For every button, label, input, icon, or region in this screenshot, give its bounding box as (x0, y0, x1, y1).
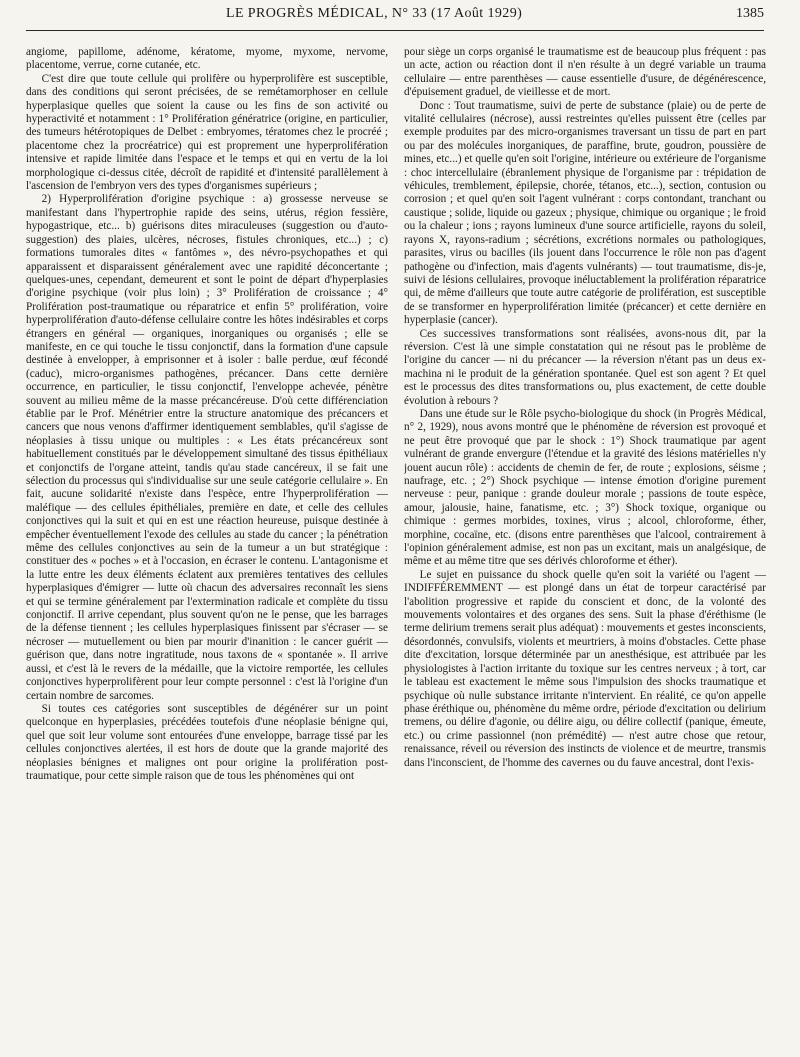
running-header (26, 0, 764, 31)
journal-title: LE PROGRÈS MÉDICAL, N° 33 (17 Août 1929) (226, 6, 523, 21)
paragraph: Donc : Tout traumatisme, suivi de perte de substance (plaie) ou de perte de vitalité cellulaires (nécrose), aussi restreintes qu'elles puissent être (celles par exemple produites par des micro-organismes traversant un tissu de part en part ou par des molécules inorganiques, de paraffine, brute, goudron, poussière de mines, etc...) et quelle qu'en soit l'origine, intérieure ou extérieure de l'organisme : choc intercellulaire (ébranlement physique de l'organisme par : trépidation de véhicules, tremblement, épilepsie, chorée, tétanos, etc...), section, contusion ou corrosion ; et quel qu'en soit l'agent vulnérant : corps contondant, tranchant ou caustique ; solide, liquide ou gazeux ; physique, chimique ou organique ; le froid ou la chaleur ; ions ; rayons lumineux d'une source artificielle, rayons du soleil, rayons X, rayons-radium ; sécrétions, excrétions normales ou pathologiques, parasites, virus ou bacilles (ils jouent dans l'occurrence le rôle non pas d'agent pathogène ou d'infection, mais d'agents vulnérants) — tout traumatisme, dis-je, suivi de lésions cellulaires, provoque inéluctablement la prolifération réparatrice qui, de même d'ailleurs que toute autre catégorie de prolifération, est susceptible de se transformer en hyperprolifération limitée (précancer) et cette dernière en hyperplasie (cancer). (404, 99, 766, 327)
paragraph: Dans une étude sur le Rôle psycho-biologique du shock (in Progrès Médical, n° 2, 1929), nous avons montré que le phénomène de réversion est provoqué et ne peut être provoqué que par le shock : 1°) Shock traumatique par agent vulnérant de grande envergure (l'étendue et la gravité des lésions matérielles n'y jouent aucun rôle) : accidents de chemin de fer, de route ; explosions, séisme ; naufrage, etc. ; 2°) Shock psychique — intense émotion d'origine purement nerveuse : peur, panique : grande douleur morale ; passions de toute espèce, amour, jalousie, haine, fanatisme, etc. ; 3°) Shock toxique, organique ou chimique : germes morbides, toxines, virus ; alcool, chloroforme, éther, morphine, cocaïne, etc. (disons entre parenthèses que l'alcool, contrairement à l'opinion généralement admise, est non pas un excitant, mais un analgésique, de même et au même titre que ses dérivés chloroforme et éther). (404, 407, 766, 568)
paragraph: pour siège un corps organisé le traumatisme est de beaucoup plus fréquent : pas un acte, action ou réaction dont il n'en résulte à un degré variable un trauma cellulaire — entre parenthèses — cause essentielle d'usure, de dégénérescence, d'épuisement graduel, de vieillesse et de mort. (404, 46, 766, 99)
left-column (26, 46, 388, 1046)
paragraph: Ces successives transformations sont réalisées, avons-nous dit, par la réversion. C'est là une simple constatation qui ne résout pas le problème de l'origine du cancer — ni du précancer — la réversion n'étant pas un deus ex-machina ni le produit de la génération spontanée. Quel est son agent ? Et quel est le processus des dites transformations ou, plus exactement, de cette double évolution à rebours ? (404, 327, 766, 407)
paragraph: 2) Hyperprolifération d'origine psychique : a) grossesse nerveuse se manifestant dans l'hypertrophie rapide des seins, utérus, région fessière, hypogastrique, etc... b) guérisons dites miraculeuses (suggestion ou d'auto-suggestion) des plaies, ulcères, nécroses, fistules chroniques, etc...) ; c) formations tumorales dites « fantômes », des névro-psychopathes et qui apparaissent et disparaissent généralement avec une rapidité déconcertante ; quelques-unes, cependant, demeurent et sont le point de départ d'hyperplasies d'origine psychique (voir plus loin) ; 3° Prolifération de croissance ; 4° Prolifération post-traumatique ou réparatrice et enfin 5° prolifération, voire hyperprolifération d'auto-défense cellulaire contre les hôtes indésirables et corps étrangers en général — organiques, inorganiques ou organisés ; elle se manifeste, en ce qui touche le tissu conjonctif, dans la formation d'une capsule destinée à envelopper, à emprisonner et à isoler : balle perdue, œuf fécondé (caduc), micro-organismes pathogènes, précancer. Dans cette dernière occurrence, en particulier, le tissu conjonctif, l'enveloppe achevée, pénètre souvent au milieu même de la masse précancéreuse. D'où cette différenciation établie par le Prof. Ménétrier entre la structure anatomique des précancers et cancers que nous venons d'affirmer identiquement semblables, qu'il s'agisse de néoplasies à tissu unique ou multiples : « Les états précancéreux sont habituellement constitués par le développement simultané des tissus épithéliaux et conjonctifs de l'organe atteint, tandis qu'au stade cancéreux, il se fait une sélection du processus qui s'individualise sur une seule catégorie cellulaire ». En fait, aucune solidarité n'existe dans l'espèce, entre l'hyperprolifération — maléfique — des cellules épithéliales, première en date, et celle des cellules conjonctives qui la suit et qui en est une réaction heureuse, puisque destinée à empêcher éventuellement l'exode des cellules au stade du cancer ; la pénétration même des cellules conjonctives au sein de la tumeur a un but stratégique : constituer des « poches » et à l'occasion, en écraser le contenu. L'antagonisme et la lutte entre les deux éléments éclatent aux premières tentatives des cellules hyperplasiques d'émigrer — lutte où chacun des adversaires reconnaît les siens et qui se termine généralement par l'extermination radicale et complète du tissu conjonctif. Il arrive cependant, plus souvent qu'on ne le pense, que les barrages de la défense tiennent ; les cellules hyperplasiques finissent par s'écraser — se nécroser — mutuellement ou bien par mourir d'inanition : le cancer guérit — guérison que, dans notre ingratitude, nous taxons de « spontanée ». Il arrive aussi, et c'est là le revers de la médaille, que la victoire remportée, les cellules conjonctives hyperprolifèrent pour leur compte personnel : c'est là l'origine d'un certain nombre de sarcomes. (26, 193, 388, 702)
text-columns (26, 46, 766, 1046)
page-number: 1385 (736, 6, 764, 21)
paragraph: Le sujet en puissance du shock quelle qu'en soit la variété ou l'agent — INDIFFÉREMMENT — est plongé dans un état de torpeur caractérisé par l'abolition progressive et rapide du conscient et donc, de la volonté des mouvements volontaires et des organes des sens. Suit la phase d'éréthisme (le terme delirium tremens serait plus adéquat) : mouvements et gestes inconscients, désordonnés, convulsifs, violents et meurtriers, à moins d'obstacles. Cette phase dite d'excitation, lorsque déterminée par un anesthésique, est attribuée par les physiologistes à l'action irritante du toxique sur les centres nerveux ; à tort, car le tableau est exactement le même sous l'impulsion des shocks traumatique et psychique où nulle substance irritante n'intervient. En réalité, ce qu'on appelle phase éréthique ou, phénomène du même ordre, période d'excitation ou delirium tremens, ou délire d'agonie, ou délire aigu, ou délire collectif (panique, émeute, etc.) ou crime passionnel (non prémédité) — n'est autre chose que retour, renaissance, réveil ou réversion des instincts de violence et de meurtre, transmis dans l'inconscient, de l'homme des cavernes ou du fauve ancestral, dont l'exis- (404, 568, 766, 769)
paragraph: Si toutes ces catégories sont susceptibles de dégénérer sur un point quelconque en hyperplasies, précédées toutefois d'une néoplasie bénigne qui, quel que soit leur volume sont entourées d'une enveloppe, barrage tissé par les cellules conjonctives alertées, il est hors de doute que la grande majorité des néoplasies bénignes et malignes ont pour origine la prolifération post-traumatique, pour cette simple raison que de tous les phénomènes qui ont (26, 702, 388, 782)
paragraph: angiome, papillome, adénome, kératome, myome, myxome, nervome, placentome, verrue, corne cutanée, etc. (26, 46, 388, 72)
right-column (404, 46, 766, 1046)
paragraph: C'est dire que toute cellule qui prolifère ou hyperprolifère est susceptible, dans des conditions qui seront précisées, de se remétamorphoser en cellule hyperplasique quelles que soient la cause ou les fins de son activité ou hyperactivité et notamment : 1° Prolifération génératrice (origine, en particulier, des tumeurs hétérotopiques de Delbet : embryomes, tératomes chez le procréé ; placentome chez la procréatrice) qui est proprement une hyperprolifération intensive et rapide limitée dans l'espace et le temps et qui en vertu de la loi morphologique ci-dessus citée, décroît de rapidité et d'intensité parallèlement à l'ascension de l'embryon vers des types d'organismes supérieurs ; (26, 72, 388, 193)
